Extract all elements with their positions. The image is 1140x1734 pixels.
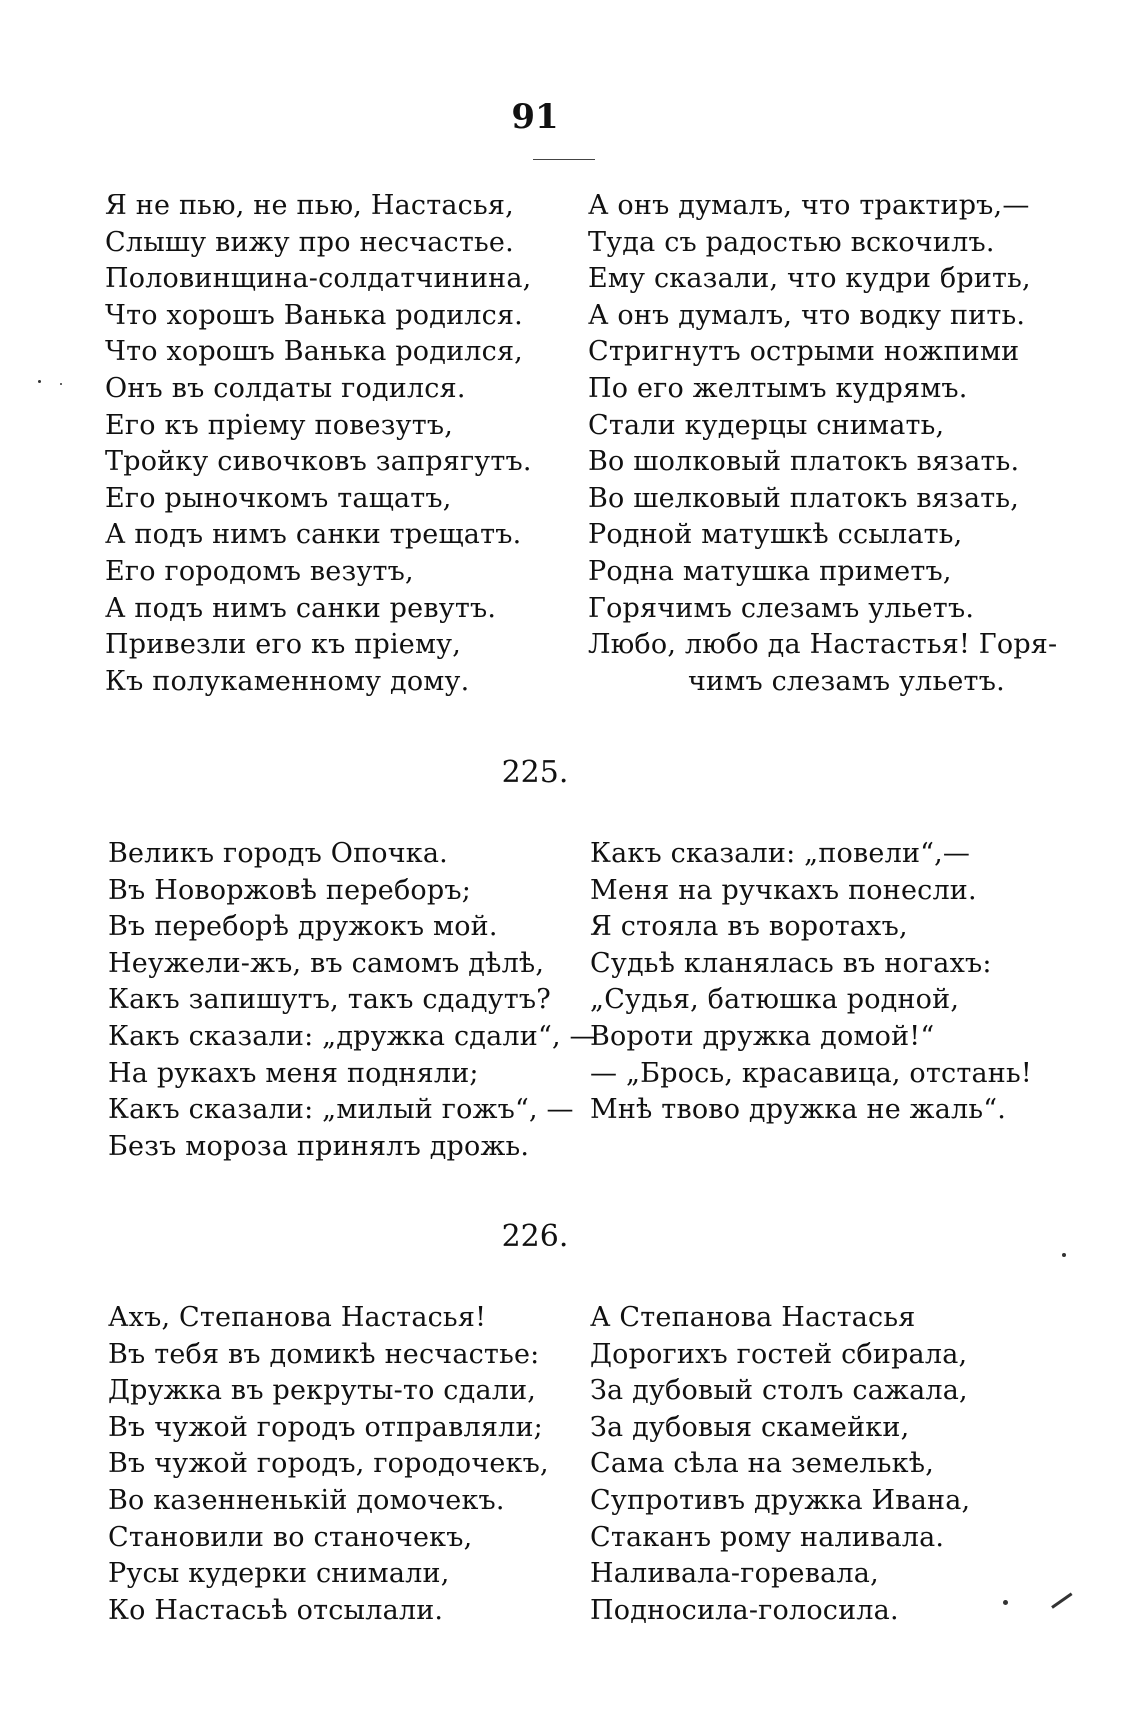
- poem-line: Родной матушкѣ ссылать,: [588, 519, 963, 551]
- page-number: 91: [511, 97, 559, 137]
- poem-225-right-column: [590, 836, 1032, 1129]
- poem-line: Безъ мороза принялъ дрожь.: [108, 1130, 530, 1162]
- poem-line: Вороти дружка домой!“: [590, 1020, 935, 1052]
- poem-line: Великъ городъ Опочка.: [108, 838, 448, 869]
- poem-line: Любо, любо да Настастья! Горя-: [588, 629, 1058, 661]
- scan-speck: [1003, 1600, 1008, 1605]
- poem-line: Я стояла въ воротахъ,: [590, 911, 908, 943]
- poem-line: Во шолковый платокъ вязать.: [588, 446, 1020, 478]
- poem-line: Какъ сказали: „дружка сдали“, —: [108, 1020, 597, 1052]
- poem-line: А Степанова Настасья: [590, 1302, 916, 1333]
- scan-speck: [1062, 1253, 1066, 1257]
- poem-line: Какъ сказали: „милый гожъ“, —: [108, 1094, 574, 1126]
- poem-line: Половинщина-солдатчинина,: [105, 263, 532, 295]
- poem-line: Ему сказали, что кудри брить,: [588, 263, 1031, 295]
- poem-line: Въ Новоржовѣ переборъ;: [108, 874, 472, 906]
- poem-line: За дубовый столъ сажала,: [590, 1375, 968, 1407]
- poem-line: Во казенненькiй домочекъ.: [108, 1484, 505, 1516]
- poem-line: Дорогихъ гостей сбирала,: [590, 1338, 968, 1370]
- poem-line: Неужели-жъ, въ самомъ дѣлѣ,: [108, 947, 545, 979]
- poem-line: Стаканъ рому наливала.: [590, 1521, 945, 1553]
- poem-line: „Судья, батюшка родной,: [590, 984, 960, 1016]
- poem-line: А онъ думалъ, что водку пить.: [588, 299, 1026, 331]
- poem-line: Онъ въ солдаты годился.: [105, 372, 466, 404]
- poem-line: Во шелковый платокъ вязать,: [588, 482, 1020, 514]
- poem-line: Стригнутъ острыми ножпими: [588, 336, 1020, 368]
- poem-line: Подносила-голосила.: [590, 1594, 899, 1626]
- poem-top-left-column: [105, 188, 532, 700]
- scan-speck: [60, 383, 62, 385]
- poem-line: За дубовыя скамейки,: [590, 1411, 910, 1443]
- poem-line: Его къ прiему повезутъ,: [105, 409, 454, 441]
- poem-line: — „Брось, красавица, отстань!: [590, 1057, 1032, 1089]
- poem-line: Туда съ радостью вскочилъ.: [588, 226, 995, 258]
- poem-226-left-column: [108, 1300, 549, 1629]
- poem-line: Слышу вижу про несчастье.: [105, 226, 514, 258]
- poem-line: Тройку сивочковъ запрягутъ.: [105, 446, 532, 478]
- poem-line: По его желтымъ кудрямъ.: [588, 372, 968, 404]
- poem-line: Въ чужой городъ, городочекъ,: [108, 1448, 549, 1480]
- poem-line: Къ полукаменному дому.: [105, 665, 470, 697]
- poem-line: А подъ нимъ санки ревутъ.: [105, 592, 497, 624]
- page-number-rule: [533, 159, 595, 160]
- poem-line: А подъ нимъ санки трещатъ.: [105, 519, 522, 551]
- poem-225-left-column: [108, 836, 597, 1165]
- poem-line: Дружка въ рекруты-то сдали,: [108, 1375, 537, 1407]
- poem-line: чимъ слезамъ ульетъ.: [688, 665, 1005, 697]
- poem-line: Я не пью, не пью, Настасья,: [105, 190, 514, 221]
- poem-line: Какъ запишутъ, такъ сдадутъ?: [108, 984, 551, 1016]
- scan-speck: [38, 380, 41, 383]
- poem-line: Мнѣ твово дружка не жаль“.: [590, 1094, 1007, 1126]
- poem-line: Въ тебя въ домикѣ несчастье:: [108, 1338, 540, 1370]
- poem-226-right-column: [590, 1300, 970, 1629]
- poem-line: Горячимъ слезамъ ульетъ.: [588, 592, 975, 624]
- poem-line: Меня на ручкахъ понесли.: [590, 874, 977, 906]
- poem-line: Въ переборѣ дружокъ мой.: [108, 911, 498, 943]
- poem-line: Его рыночкомъ тащатъ,: [105, 482, 452, 514]
- poem-line: Что хорошъ Ванька родился,: [105, 336, 523, 368]
- poem-line: Сама сѣла на земелькѣ,: [590, 1448, 935, 1480]
- section-number-226: 226.: [501, 1219, 569, 1254]
- poem-line: Какъ сказали: „повели“,—: [590, 838, 971, 869]
- section-number-225: 225.: [501, 755, 569, 790]
- poem-line: Становили во станочекъ,: [108, 1521, 473, 1553]
- poem-line: Въ чужой городъ отправляли;: [108, 1411, 543, 1443]
- poem-top-right-column: [588, 188, 1057, 700]
- poem-line: Привезли его къ прiему,: [105, 629, 462, 661]
- poem-line: Наливала-горевала,: [590, 1558, 879, 1590]
- poem-line: Его городомъ везутъ,: [105, 555, 414, 587]
- poem-line: Ко Настасьѣ отсылали.: [108, 1594, 444, 1626]
- poem-line: На рукахъ меня подняли;: [108, 1057, 479, 1089]
- poem-line: А онъ думалъ, что трактиръ,—: [588, 190, 1030, 221]
- poem-line: Судьѣ кланялась въ ногахъ:: [590, 947, 992, 979]
- poem-line: Русы кудерки снимали,: [108, 1558, 450, 1590]
- scan-pen-mark: [1051, 1593, 1072, 1609]
- poem-line: Ахъ, Степанова Настасья!: [108, 1302, 487, 1333]
- poem-line: Стали кудерцы снимать,: [588, 409, 945, 441]
- poem-line: Супротивъ дружка Ивана,: [590, 1484, 971, 1516]
- poem-line: Что хорошъ Ванька родился.: [105, 299, 523, 331]
- poem-line: Родна матушка приметъ,: [588, 555, 952, 587]
